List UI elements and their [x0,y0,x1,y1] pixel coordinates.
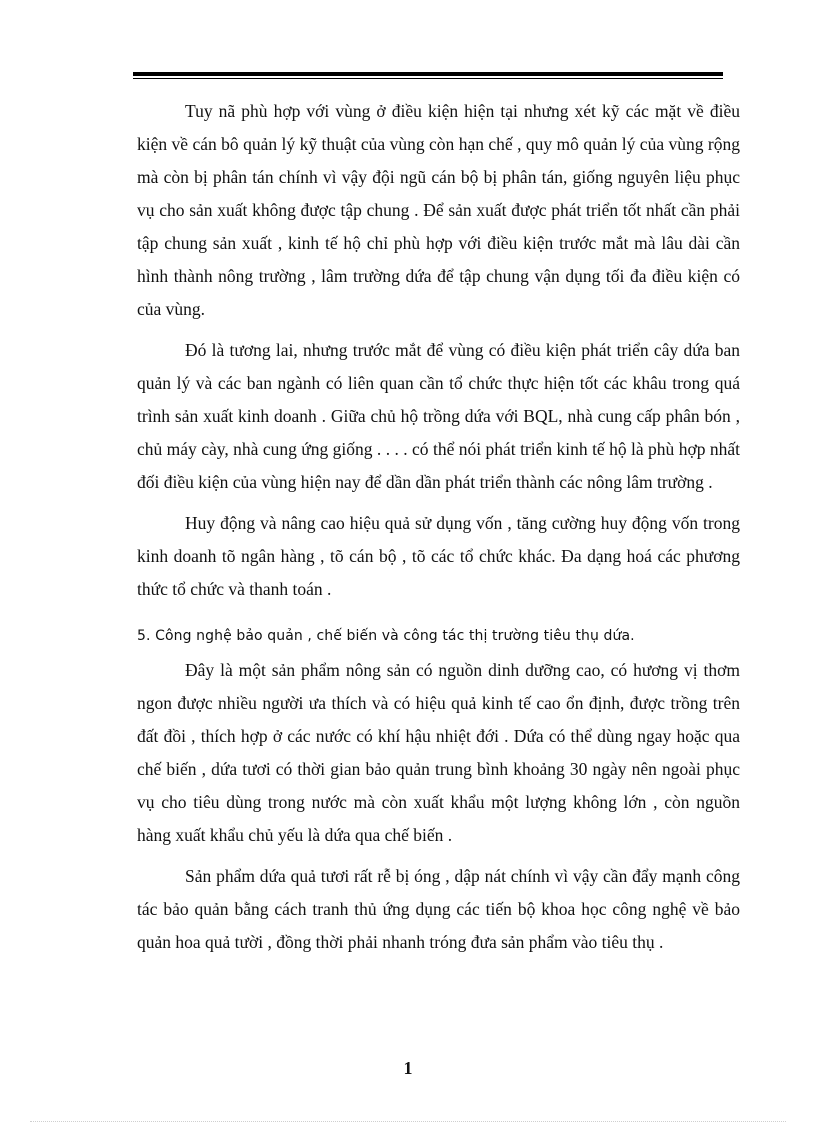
header-rule [133,72,723,80]
page-bottom-border [30,1121,786,1122]
paragraph: Sản phẩm dứa quả tươi rất rễ bị óng , dập nát chính vì vậy cần đẩy mạnh công tác bảo quản bằng cách tranh thủ ứng dụng các tiến bộ khoa học công nghệ về bảo quản hoa quả tười , đồng thời phải nhanh tróng đưa sản phẩm vào tiêu thụ . [137,866,740,952]
paragraph: Huy động và nâng cao hiệu quả sử dụng vốn , tăng cường huy động vốn trong kinh doanh tõ ngân hàng , tõ cán bộ , tõ các tổ chức khác. Đa dạng hoá các phương thức tổ chức và thanh toán . [137,513,740,599]
page-number: 1 [403,1058,413,1078]
header-rule-thin [133,78,723,79]
document-body [137,95,740,967]
paragraph: Đây là một sản phẩm nông sản có nguồn dinh dưỡng cao, có hương vị thơm ngon được nhiều người ưa thích và có hiệu quả kinh tế cao ổn định, được trồng trên đất đồi , thích hợp ở các nước có khí hậu nhiệt đới . Dứa có thể dùng ngay hoặc qua chế biến , dứa tươi có thời gian bảo quản trung bình khoảng 30 ngày nên ngoài phục vụ cho tiêu dùng trong nước mà còn xuất khẩu một lượng không lớn , còn nguồn hàng xuất khẩu chủ yếu là dứa qua chế biến . [137,660,740,845]
paragraph: Tuy nã phù hợp với vùng ở điều kiện hiện tại nhưng xét kỹ các mặt về điều kiện về cán bô quản lý kỹ thuật của vùng còn hạn chế , quy mô quản lý của vùng rộng mà còn bị phân tán chính vì vậy đội ngũ cán bộ bị phân tán, giống nguyên liệu phục vụ cho sản xuất không được tập chung . Để sản xuất được phát triển tốt nhất cần phải tập chung sản xuất , kinh tế hộ chỉ phù hợp với điều kiện trước mắt mà lâu dài cần hình thành nông trường , lâm trường dứa để tập chung vận dụng tối đa điều kiện có của vùng. [137,101,740,319]
header-rule-thick [133,72,723,76]
section-heading: 5. Công nghệ bảo quản , chế biến và công tác thị trường tiêu thụ dứa. [137,628,635,644]
paragraph: Đó là tương lai, nhưng trước mắt để vùng có điều kiện phát triển cây dứa ban quản lý và các ban ngành có liên quan cần tổ chức thực hiện tốt các khâu trong quá trình sản xuất kinh doanh . Giữa chủ hộ trồng dứa với BQL, nhà cung cấp phân bón , chủ máy cày, nhà cung ứng giống . . . . có thể nói phát triển kinh tế hộ là phù hợp nhất đối điều kiện của vùng hiện nay để dần dần phát triển thành các nông lâm trường . [137,340,740,492]
